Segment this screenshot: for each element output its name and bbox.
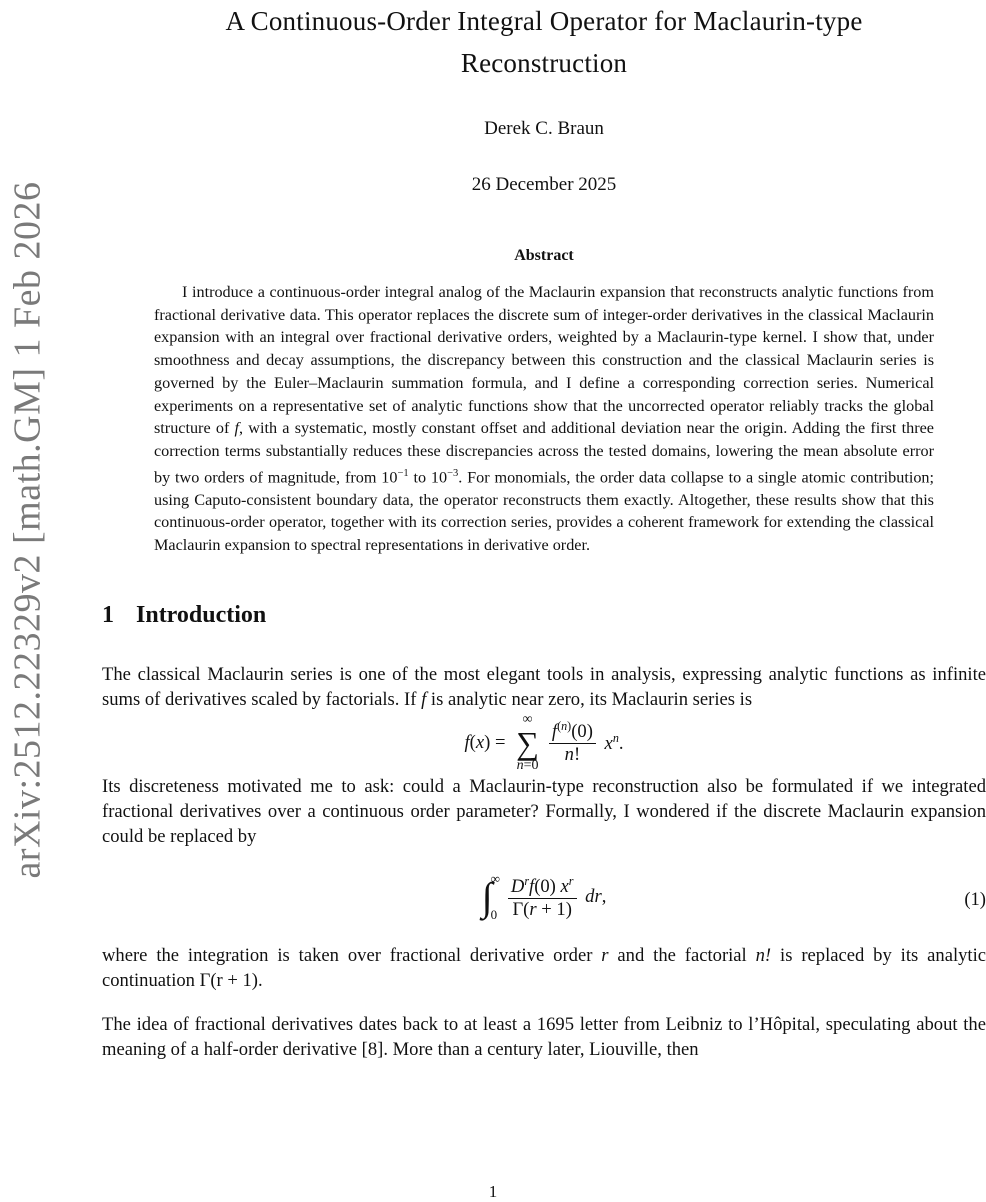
abstract-body: I introduce a continuous-order integral analog of the Maclaurin expansion that reconstructs analytic functions from fractional derivative data. This operator replaces the discrete sum of integer-order derivatives in the classical Maclaurin expansion with an integral over fractional derivative orders, weighted by a Maclaurin-type kernel. I show that, under smoothness and decay assumptions, the discrepancy between this construction and the classical Maclaurin series is governed by the Euler–Maclaurin summation formula, and I define a corresponding correction series. Numerical experiments on a representative set of analytic functions show that the uncorrected operator reliably tracks the global structure of f, with a systematic, mostly constant offset and additional deviation near the origin. Adding the first three correction terms substantially reduces these discrepancies across the tested domains, lowering the mean absolute error by two orders of magnitude, from $10^{-1}$ to $10^{-3}$. For monomials, the order data collapse to a single atomic contribution; using Caputo-consistent boundary data, the operator reconstructs them exactly. Altogether, these results show that this continuous-order operator, together with its correction series, provides a coherent framework for extending the classical Maclaurin expansion to spectral representations in derivative order. <box>154 283 935 555</box>
section-heading-introduction <box>102 602 986 629</box>
arxiv-identifier: arXiv:2512.22329v2 [math.GM] 1 Feb 2026 <box>7 181 50 879</box>
eq1-fraction: $\frac{D^rf(0) x^r}{\Gamma(r + 1)}$ <box>508 874 577 921</box>
intro-paragraph-4: The idea of fractional derivatives dates back to at least a 1695 letter from Leibniz to l’Hôpital, speculating about the meaning of a half-order derivative [8]. More than a century later, Liouville, then <box>102 1014 986 1061</box>
f-symbol: f <box>234 419 240 438</box>
paper-title <box>102 0 986 84</box>
continuous-order-integral-equation: ∫ ∞ 0 $\frac{D^rf(0) x^r}{\Gamma(r + 1)}$ dr, (1) <box>481 871 986 923</box>
exponent-1: −1 <box>397 467 409 479</box>
exponent-2: −3 <box>447 467 459 479</box>
paper-page <box>102 0 986 1081</box>
section-number: 1 <box>102 601 114 628</box>
author-name: Derek C. Braun <box>484 118 604 139</box>
intro-paragraph-1: The classical Maclaurin series is one of the most elegant tools in analysis, expressing analytic functions as infinite sums of derivatives scaled by factorials. If f is analytic near zero, its Maclaurin series is <box>102 663 986 710</box>
intro-paragraph-2: Its discreteness motivated me to ask: could a Maclaurin-type reconstruction also be formulated if we integrated fractional derivatives over a continuous order parameter? Formally, I wondered if the discrete Maclaurin expansion could be replaced by <box>102 775 986 847</box>
section-title: Introduction <box>136 601 267 628</box>
maclaurin-series-equation: f ( x ) = ∞ ∑ n=0 $\frac{f^{(n)}(0)}{n!}$ $x^n$. <box>464 711 624 773</box>
eq0-fraction: $\frac{f^{(n)}(0)}{n!}$ <box>549 719 596 766</box>
integral-operator: ∫ ∞ 0 <box>481 871 500 923</box>
equation-label-1: (1) <box>964 889 986 911</box>
publication-date: 26 December 2025 <box>471 174 617 195</box>
page-number: 1 <box>488 1182 498 1201</box>
arxiv-sidebar-stamp <box>0 180 56 880</box>
title-line-2: Reconstruction <box>460 48 628 78</box>
sum-operator: ∞ ∑ n=0 <box>516 711 539 773</box>
abstract-heading: Abstract <box>514 247 574 264</box>
title-line-1: A Continuous-Order Integral Operator for Maclaurin-type <box>225 6 863 36</box>
intro-paragraph-3: where the integration is taken over fractional derivative order r and the factorial n! is replaced by its analytic continuation Γ(r + 1). <box>102 945 986 992</box>
